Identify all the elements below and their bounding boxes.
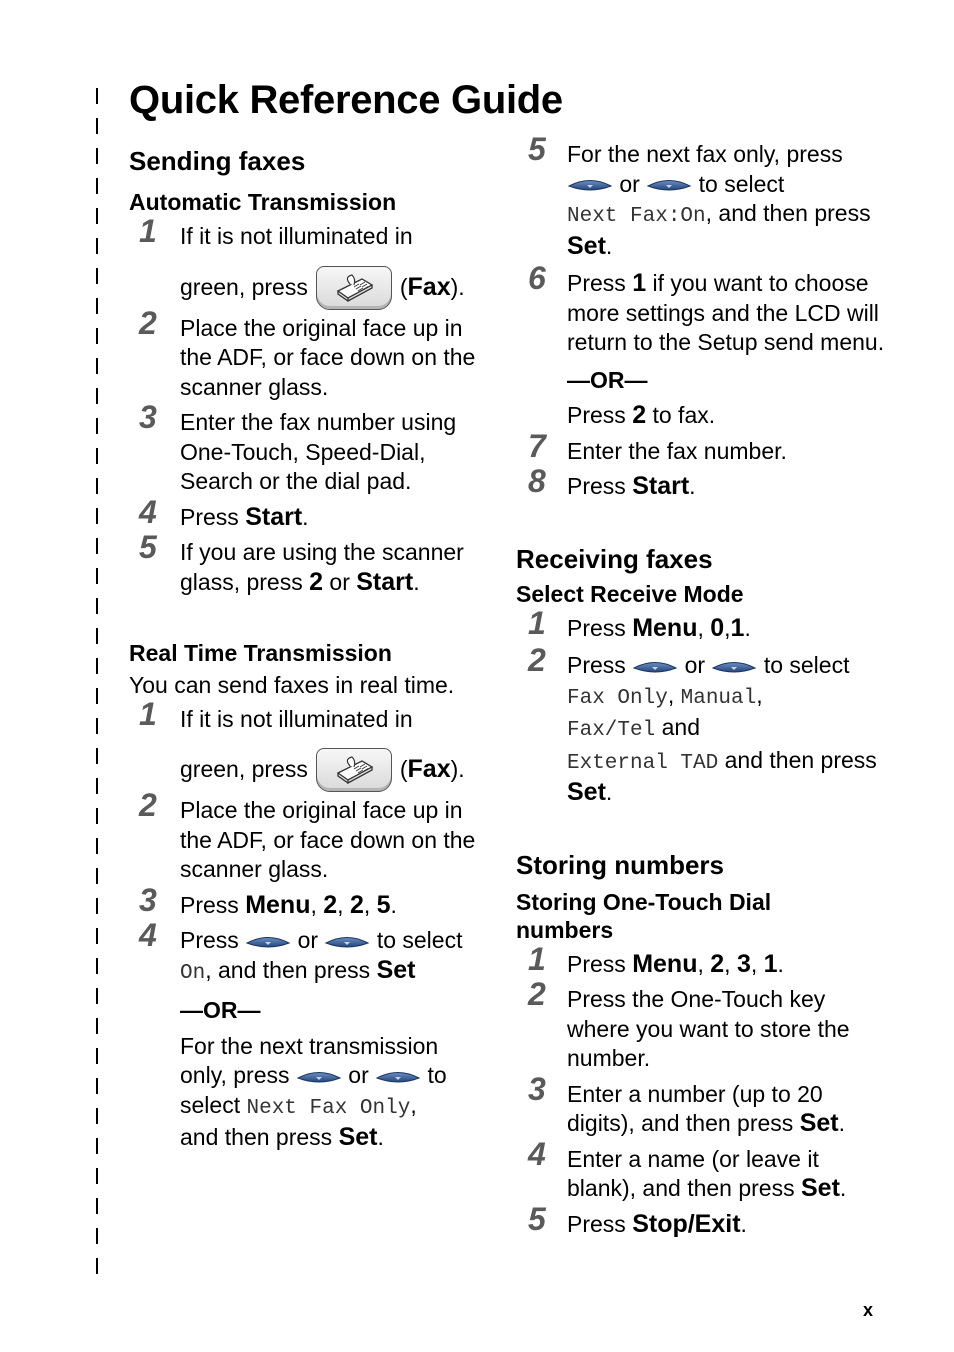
- step-text: Enter the fax number.: [567, 437, 787, 464]
- step-text: , and then press: [205, 956, 377, 983]
- menu-key-label: Menu: [245, 890, 311, 919]
- step-text: Press: [567, 950, 633, 977]
- start-key-label: Start: [632, 472, 690, 500]
- navigation-arrow-key-icon: [375, 1069, 421, 1085]
- step-text: Press: [567, 402, 633, 428]
- step-text: Press: [180, 927, 239, 953]
- stop-exit-key-label: Stop/Exit: [632, 1209, 741, 1238]
- heading-storing-numbers: Storing numbers: [516, 849, 725, 880]
- step-text: Press: [567, 473, 633, 499]
- punct: ,: [697, 614, 711, 641]
- navigation-arrow-key-icon: [296, 1069, 342, 1085]
- lcd-option-text: Next Fax:On: [567, 205, 706, 228]
- step-number: 1: [528, 604, 546, 641]
- punct: .: [838, 1110, 845, 1136]
- step-number: 2: [139, 787, 157, 823]
- menu-key-label: Menu: [632, 613, 698, 642]
- navigation-arrow-key-icon: [632, 659, 678, 675]
- punct: .: [605, 779, 613, 805]
- step-text: If it is not illuminated in: [180, 223, 413, 249]
- rt-step-4: [129, 917, 499, 1153]
- navigation-arrow-key-icon: [324, 934, 370, 950]
- key-label: 0: [710, 613, 725, 642]
- step-text: Press: [567, 270, 633, 296]
- heading-sending-faxes: Sending faxes: [129, 146, 306, 176]
- step-line: [180, 1091, 499, 1124]
- punct: .: [839, 1175, 847, 1201]
- set-key-label: Set: [567, 778, 606, 806]
- auto-step-7: [516, 427, 886, 467]
- step-number: 4: [139, 493, 157, 530]
- set-key-label: Set: [800, 1174, 840, 1202]
- key-label: 1: [763, 949, 778, 978]
- page-number: x: [863, 1300, 874, 1320]
- step-text: Press: [567, 652, 626, 678]
- step-text: to: [427, 1062, 447, 1088]
- punct: ,: [410, 1091, 417, 1118]
- punct: ,: [750, 950, 764, 977]
- store-step-1: [516, 940, 886, 980]
- punct: ,: [363, 891, 377, 918]
- punct: ,: [310, 891, 324, 918]
- step-text: Place the original face up in the ADF, or face down on the scanner glass.: [180, 314, 476, 400]
- auto-step-6: [516, 260, 886, 431]
- heading-select-receive-mode: Select Receive Mode: [516, 580, 744, 607]
- step-number: 1: [139, 695, 157, 732]
- paren-close: ).: [450, 756, 465, 783]
- step-text: or: [348, 1062, 369, 1088]
- page-title: Quick Reference Guide: [129, 78, 563, 122]
- punct: .: [302, 503, 309, 530]
- lcd-option-text: Next Fax Only: [246, 1096, 411, 1120]
- punct: ,: [697, 950, 711, 977]
- heading-real-time-transmission: Real Time Transmission: [129, 640, 392, 666]
- fax-key-label: Fax: [407, 755, 451, 784]
- paren-open: (: [399, 756, 408, 783]
- key-label: 2: [632, 401, 647, 429]
- rt-step-1: [129, 695, 499, 793]
- step-number: 5: [528, 131, 546, 167]
- start-key-label: Start: [245, 502, 303, 531]
- step-text: If you are using the scanner glass, press: [180, 539, 464, 595]
- key-label: 1: [632, 269, 647, 297]
- fax-machine-icon: [316, 266, 392, 310]
- step-text: , and then press: [705, 200, 871, 226]
- start-key-label: Start: [356, 567, 414, 596]
- step-text: Press: [567, 614, 633, 641]
- step-text: and: [655, 714, 700, 740]
- recv-step-1: [516, 604, 886, 644]
- punct: .: [605, 232, 613, 259]
- auto-step-5-next-fax: [516, 131, 886, 261]
- left-column: [129, 144, 499, 1153]
- set-key-label: Set: [799, 1109, 839, 1137]
- lcd-option-text: Manual: [680, 686, 757, 710]
- set-key-label: Set: [376, 955, 416, 984]
- cut-guide-line: [96, 88, 98, 1288]
- heading-automatic-transmission: Automatic Transmission: [129, 189, 397, 215]
- key-label: 2: [323, 890, 338, 919]
- step-number: 7: [528, 427, 546, 464]
- step-text: green, press: [180, 756, 308, 783]
- navigation-arrow-key-icon: [245, 934, 291, 950]
- step-text: if you want to choose more settings and the LCD will return to the Setup send menu.: [567, 270, 885, 355]
- step-text: For the next fax only, press: [567, 141, 843, 167]
- step-text: or: [297, 927, 319, 953]
- step-text: Enter the fax number using One-Touch, Speed-Dial, Search or the dial pad.: [180, 409, 457, 494]
- step-line: [180, 1123, 499, 1153]
- step-text: Press the One-Touch key where you want to store the number.: [567, 986, 850, 1071]
- punct: .: [413, 568, 420, 595]
- punct: .: [689, 473, 696, 499]
- lcd-option-text: Fax/Tel: [567, 719, 656, 742]
- step-text: to select: [376, 927, 463, 953]
- punct: ,: [337, 891, 350, 918]
- fax-key-label: Fax: [407, 272, 451, 301]
- fax-machine-icon: [316, 748, 392, 792]
- step-number: 5: [139, 529, 157, 565]
- step-number: 3: [139, 399, 157, 435]
- step-number: 1: [139, 213, 157, 249]
- step-text: Place the original face up in the ADF, or face down on the scanner glass.: [180, 797, 476, 882]
- step-number: 4: [139, 917, 157, 953]
- punct: .: [377, 1124, 384, 1150]
- auto-step-5: [129, 529, 499, 597]
- punct: ,: [756, 681, 763, 708]
- step-text: Press: [567, 1210, 633, 1237]
- or-separator: —OR—: [180, 997, 261, 1023]
- store-step-4: [516, 1135, 886, 1204]
- step-number: 3: [139, 881, 157, 918]
- store-step-5: [516, 1200, 886, 1240]
- auto-step-2: [129, 304, 499, 403]
- rt-step-3: [129, 881, 499, 921]
- key-label: 2: [349, 890, 364, 919]
- punct: .: [777, 950, 784, 977]
- step-text: or: [323, 568, 357, 595]
- recv-step-2: [516, 642, 886, 808]
- punct: .: [390, 891, 397, 918]
- key-label: 3: [736, 949, 751, 978]
- step-text: Enter a name (or leave it blank), and then press: [567, 1145, 819, 1201]
- punct: ,: [667, 681, 681, 708]
- set-key-label: Set: [338, 1123, 378, 1151]
- lcd-option-text: External TAD: [567, 751, 719, 775]
- punct: .: [740, 1210, 747, 1237]
- step-text: Press: [180, 891, 246, 918]
- key-label: 2: [309, 567, 324, 596]
- step-number: 2: [139, 304, 157, 341]
- step-text: Enter a number (up to 20 digits), and then press: [567, 1080, 823, 1136]
- step-text: to fax.: [646, 402, 716, 428]
- store-step-2: [516, 976, 886, 1074]
- step-number: 5: [528, 1200, 546, 1237]
- step-text: green, press: [180, 273, 308, 300]
- paren-open: (: [399, 273, 408, 300]
- realtime-intro: You can send faxes in real time.: [129, 672, 455, 698]
- right-column: [516, 131, 886, 1239]
- step-number: 3: [528, 1070, 546, 1107]
- step-text: If it is not illuminated in: [180, 705, 413, 732]
- step-number: 2: [528, 642, 546, 678]
- rt-step-2: [129, 787, 499, 885]
- heading-storing-one-touch: Storing One-Touch Dial numbers: [516, 888, 772, 943]
- step-text: and then press: [718, 746, 877, 773]
- step-text: For the next transmission: [180, 1032, 439, 1059]
- auto-step-8: [516, 463, 886, 502]
- auto-step-4: [129, 493, 499, 533]
- step-text: select: [180, 1091, 247, 1118]
- fax-press-line: [180, 266, 499, 310]
- navigation-arrow-key-icon: [646, 177, 692, 193]
- key-label: 2: [710, 949, 725, 978]
- menu-key-label: Menu: [632, 949, 698, 978]
- step-text: or: [684, 652, 706, 678]
- fax-press-line: [180, 748, 499, 792]
- key-label: 5: [376, 890, 391, 919]
- navigation-arrow-key-icon: [711, 659, 757, 675]
- store-step-3: [516, 1070, 886, 1139]
- step-number: 2: [528, 976, 546, 1012]
- key-label: 1: [730, 613, 745, 642]
- auto-step-1: [129, 213, 499, 310]
- step-text: to select: [698, 170, 785, 197]
- step-number: 6: [528, 260, 546, 296]
- punct: ,: [724, 614, 731, 641]
- auto-step-3: [129, 399, 499, 497]
- paren-close: ).: [450, 273, 465, 300]
- lcd-option-text: On: [180, 961, 206, 985]
- step-text: to select: [763, 652, 850, 678]
- step-line: only, press or to: [180, 1062, 447, 1088]
- step-text: Press: [180, 503, 246, 530]
- punct: ,: [724, 950, 737, 977]
- step-text: and then press: [180, 1124, 339, 1150]
- step-number: 8: [528, 463, 546, 499]
- set-key-label: Set: [567, 231, 606, 260]
- punct: .: [744, 614, 751, 641]
- step-number: 1: [528, 940, 546, 977]
- or-separator: —OR—: [567, 366, 648, 393]
- navigation-arrow-key-icon: [567, 177, 613, 193]
- lcd-option-text: Fax Only: [567, 686, 668, 710]
- step-text: or: [619, 170, 640, 197]
- heading-receiving-faxes: Receiving faxes: [516, 543, 713, 574]
- step-number: 4: [528, 1135, 546, 1172]
